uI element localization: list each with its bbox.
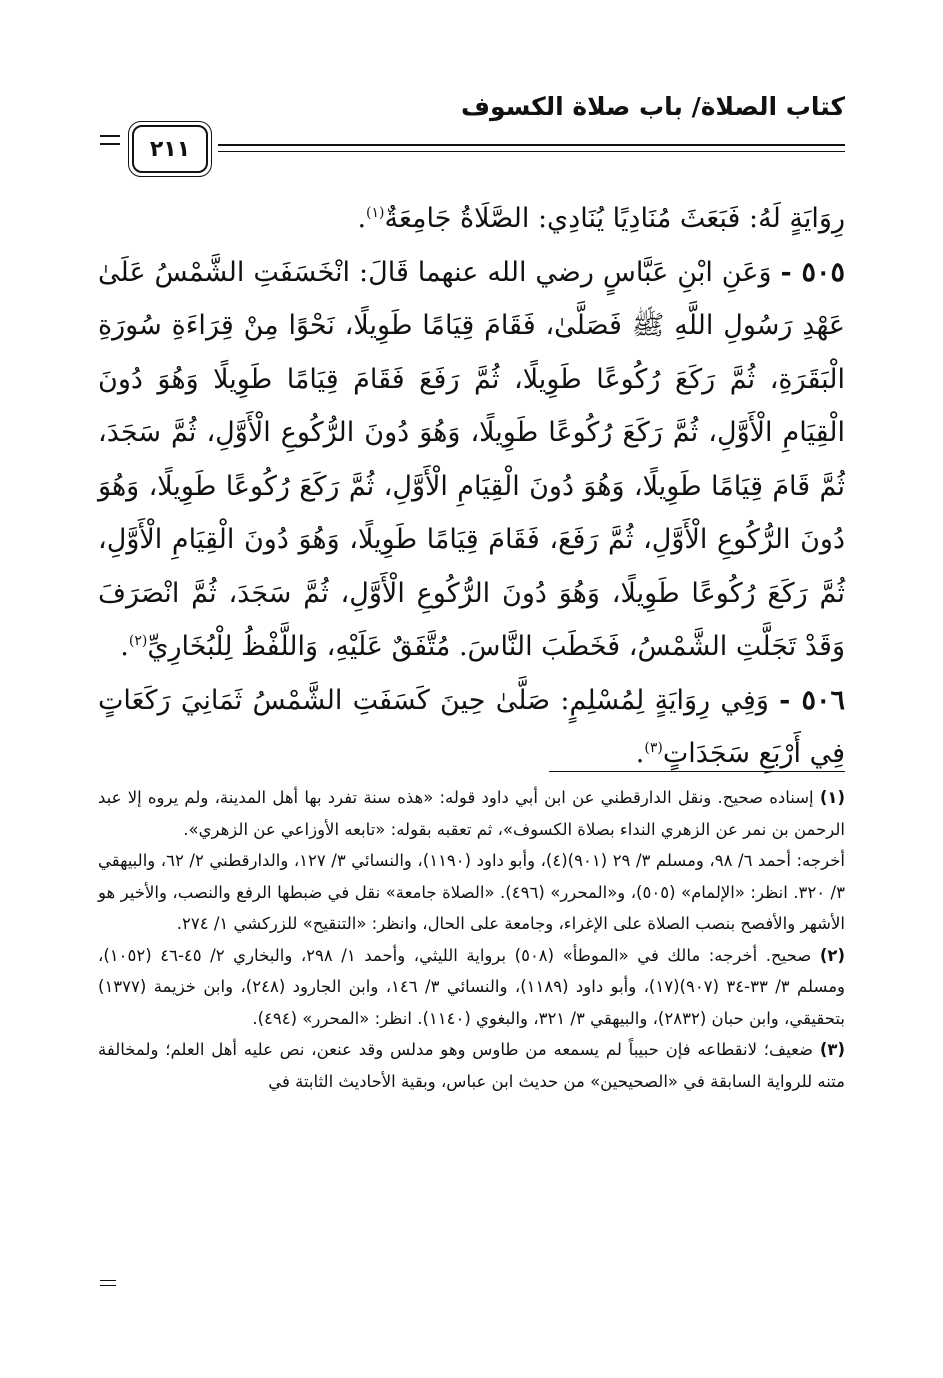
footnote-text: إسناده صحيح. ونقل الدارقطني عن ابن أبي داود قوله: «هذه سنة تفرد بها أهل المدينة، ولم يروه إلا عبد الرحمن بن نمر عن الزهري النداء بصلاة الكسوف»، ثم تعقبه بقوله: «تابعه الأوزاعي عن الزهري». <box>98 788 845 839</box>
hadith-506 <box>98 674 845 781</box>
hadith-number: ٥٠٥ - <box>780 256 845 288</box>
ornament-bar <box>100 143 120 145</box>
paragraph-text: وَعَنِ ابْنِ عَبَّاسٍ رضي الله عنهما قَالَ: انْخَسَفَتِ الشَّمْسُ عَلَىٰ عَهْدِ رَسُولِ اللَّهِ ﷺ فَصَلَّىٰ، فَقَامَ قِيَامًا طَوِيلًا، نَحْوًا مِنْ قِرَاءَةِ سُورَةِ الْبَقَرَةِ، ثُمَّ رَكَعَ رُكُوعًا طَوِيلًا، ثُمَّ رَفَعَ فَقَامَ قِيَامًا طَوِيلًا وَهُوَ دُونَ الْقِيَامِ الْأَوَّلِ، ثُمَّ رَكَعَ رُكُوعًا طَوِيلًا، وَهُوَ دُونَ الرُّكُوعِ الْأَوَّلِ، ثُمَّ سَجَدَ، ثُمَّ قَامَ قِيَامًا طَوِيلًا، وَهُوَ دُونَ الْقِيَامِ الْأَوَّلِ، ثُمَّ رَكَعَ رُكُوعًا طَوِيلًا، وَهُوَ دُونَ الرُّكُوعِ الْأَوَّلِ، ثُمَّ رَفَعَ، فَقَامَ قِيَامًا طَوِيلًا، وَهُوَ دُونَ الْقِيَامِ الْأَوَّلِ، ثُمَّ رَكَعَ رُكُوعًا طَوِيلًا، وَهُوَ دُونَ الرُّكُوعِ الْأَوَّلِ، ثُمَّ سَجَدَ، ثُمَّ انْصَرَفَ وَقَدْ تَجَلَّتِ الشَّمْسُ، فَخَطَبَ النَّاسَ. مُتَّفَقٌ عَلَيْهِ، وَاللَّفْظُ لِلْبُخَارِيِّ <box>98 256 845 662</box>
continuation-bar <box>100 1280 116 1281</box>
paragraph-continuation <box>98 192 845 246</box>
footnote-ref: (٣) <box>644 740 663 756</box>
footnote-separator <box>549 771 845 772</box>
footnote-1-continued <box>98 845 845 940</box>
paragraph-text: رِوَايَةٍ لَهُ: فَبَعَثَ مُنَادِيًا يُنَادِي: الصَّلَاةُ جَامِعَةٌ <box>384 203 845 234</box>
footnote-text: أخرجه: أحمد ٦/ ٩٨، ومسلم ٣/ ٢٩ (٩٠١)(٤)، وأبو داود (١١٩٠)، والنسائي ٣/ ١٢٧، والدارقطني ٢/ ٦٢، والبيهقي ٣/ ٣٢٠. انظر: «الإلمام» (٥٠٥)، و«المحرر» (٤٩٦). «الصلاة جامعة» نقل في ضبطها الرفع والنصب، والأخير هو الأشهر والأفصح بنصب الصلاة على الإغراء، وجامعة على الحال، وانظر: «التنقيح» للزركشي ١/ ٢٧٤. <box>98 851 845 933</box>
footnote-3 <box>98 1034 845 1097</box>
footnote-text: ضعيف؛ لانقطاعه فإن حبيباً لم يسمعه من طاوس وهو مدلس وقد عنعن، نص عليه أهل العلم؛ ولمخالفة متنه للرواية السابقة في «الصحيحين» من حديث ابن عباس، وبقية الأحاديث الثابتة في <box>98 1040 845 1091</box>
footnote-2 <box>98 940 845 1035</box>
footnote-text: صحيح. أخرجه: مالك في «الموطأ» (٥٠٨) برواية الليثي، وأحمد ١/ ٢٩٨، والبخاري ٢/ ٤٥-٤٦ (١٠٥٢)، ومسلم ٣/ ٣٣-٣٤ (٩٠٧)(١٧)، وأبو داود (١١٨٩)، والنسائي ٣/ ١٤٦، وابن الجارود (٢٤٨)، وابن خزيمة (١٣٧٧) بتحقيقي، وابن حبان (٢٨٣٢)، والبيهقي ٣/ ٣٢١، والبغوي (١١٤٠). انظر: «المحرر» (٤٩٤). <box>98 945 846 1028</box>
page-number: ٢١١ <box>149 136 191 162</box>
paragraph-text: وَفِي رِوَايَةٍ لِمُسْلِمٍ: صَلَّىٰ حِينَ كَسَفَتِ الشَّمْسُ ثَمَانِيَ رَكَعَاتٍ فِي أَرْبَعِ سَجَدَاتٍ <box>98 684 845 769</box>
continuation-mark <box>100 1280 116 1290</box>
header-rule-thin <box>218 151 845 152</box>
ornament-marks <box>100 135 120 151</box>
footnotes <box>98 782 845 1097</box>
footnote-mark: (١) <box>819 788 845 807</box>
page-number-frame <box>132 125 208 173</box>
paragraph-tail: . <box>357 203 367 234</box>
footnote-1 <box>98 782 845 845</box>
continuation-bar <box>100 1285 116 1286</box>
paragraph-tail: . <box>635 738 645 769</box>
hadith-number: ٥٠٦ - <box>779 684 845 716</box>
ornament-bar <box>100 135 120 137</box>
running-title: كتاب الصلاة/ باب صلاة الكسوف <box>461 92 845 121</box>
paragraph-tail: . <box>120 631 129 662</box>
header-rule <box>218 144 845 146</box>
footnote-mark: (٢) <box>819 945 846 965</box>
footnote-mark: (٣) <box>819 1040 846 1059</box>
hadith-505 <box>98 246 845 674</box>
main-text <box>98 192 845 781</box>
footnote-ref: (٢) <box>128 633 148 649</box>
footnote-ref: (١) <box>366 205 385 221</box>
